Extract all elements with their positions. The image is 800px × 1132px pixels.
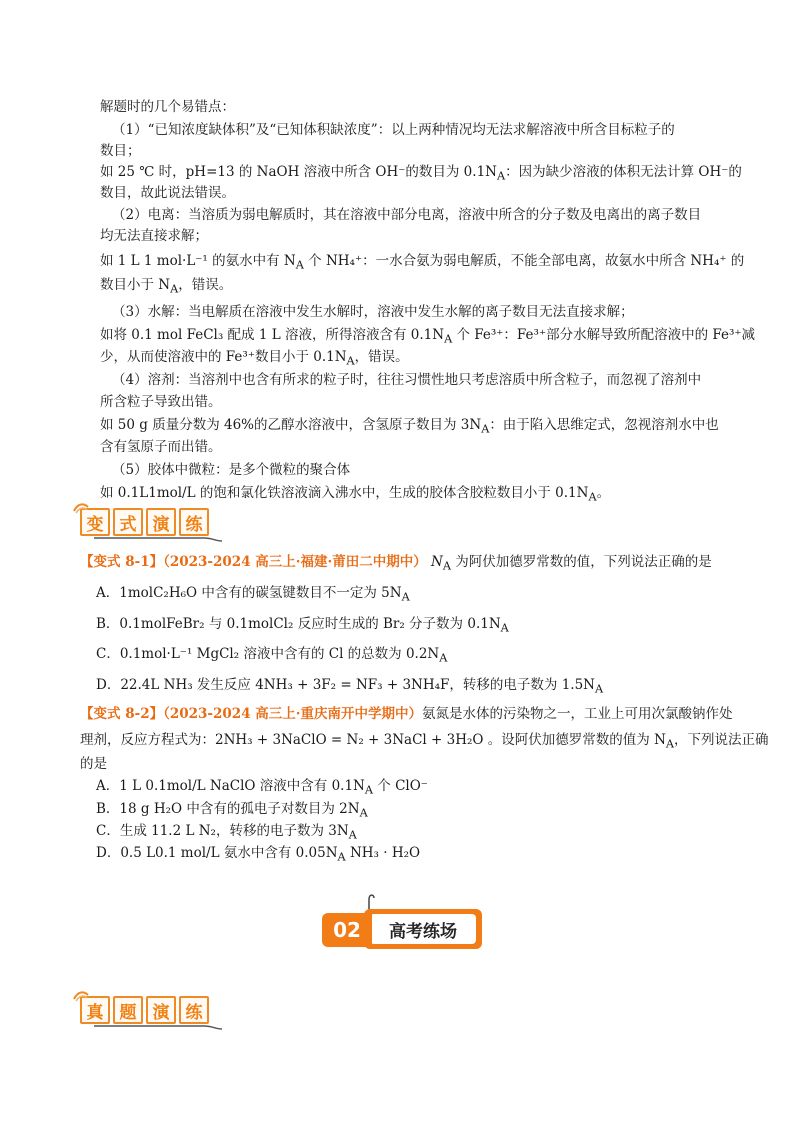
note-2-line-b: 均无法直接求解；	[100, 228, 208, 244]
example-1-line-b: 数目，故此说法错误。	[100, 185, 235, 201]
badge-char: 变	[80, 508, 110, 536]
example-1-line-a: 如 25 ℃ 时，pH=13 的 NaOH 溶液中所含 OH⁻的数目为 $0.1N_A$：因为缺少溶液的体积无法计算 OH⁻的	[100, 164, 742, 183]
question-8-2-option-a: A．1 L 0.1mol/L NaClO 溶液中含有 $0.1N_A$ 个 ClO⁻	[96, 778, 428, 797]
real-exam-badge	[80, 995, 209, 1025]
badge-char: 演	[146, 508, 176, 536]
practice-badge	[80, 507, 209, 537]
note-1-line-b: 数目；	[100, 143, 141, 159]
note-3: （3）水解：当电解质在溶液中发生水解时，溶液中发生水解的离子数目无法直接求解；	[112, 304, 634, 320]
note-2-line-a: （2）电离：当溶质为弱电解质时，其在溶液中部分电离，溶液中所含的分子数及电离出的离子数目	[112, 207, 702, 223]
badge-char: 练	[179, 508, 209, 536]
badge-char: 真	[80, 996, 110, 1024]
note-4-line-b: 所含粒子导致出错。	[100, 394, 222, 410]
example-4-line-a: 如 50 g 质量分数为 46%的乙醇水溶液中，含氢原子数目为 $3N_A$：由于陷入思维定式，忽视溶剂水中也	[100, 417, 719, 436]
question-8-2-stem-c: 的是	[80, 756, 107, 772]
notes-heading: 解题时的几个易错点：	[100, 99, 235, 115]
example-4-line-b: 含有氢原子而出错。	[100, 439, 222, 455]
section-number: 02	[322, 913, 372, 947]
note-4-line-a: （4）溶剂：当溶剂中也含有所求的粒子时，往往习惯性地只考虑溶质中所含粒子，而忽视了溶剂中	[112, 372, 702, 388]
question-8-2-stem-b: 理剂，反应方程式为：2NH₃ + 3NaClO = N₂ + 3NaCl + 3H₂O 。设阿伏加德罗常数的值为 $N_A$，下列说法正确	[80, 732, 769, 751]
note-1-line-a: （1）“已知浓度缺体积”及“已知体积缺浓度”：以上两种情况均无法求解溶液中所含目标粒子的	[112, 122, 675, 138]
badge-char: 式	[113, 508, 143, 536]
example-2-line-b: 数目小于 $N_A$，错误。	[100, 277, 233, 296]
section-title-frame	[364, 909, 482, 949]
question-8-1-stem: 【变式 8-1】（2023-2024 高三上·福建·莆田二中期中） $N_A$ 为阿伏加德罗常数的值，下列说法正确的是	[80, 554, 712, 573]
underline-stroke	[94, 535, 224, 543]
question-8-2-option-d: D．0.5 L0.1 mol/L 氨水中含有 $0.05N_A$ NH₃ · H₂O	[96, 845, 421, 864]
badge-char: 演	[146, 996, 176, 1024]
example-2-line-a: 如 1 L 1 mol·L⁻¹ 的氨水中有 $N_A$ 个 NH₄⁺：一水合氨为弱电解质，不能全部电离，故氨水中所含 NH₄⁺ 的	[100, 253, 745, 272]
swirl-icon	[72, 501, 90, 515]
badge-char: 题	[113, 996, 143, 1024]
example-3-line-a: 如将 0.1 mol FeCl₃ 配成 1 L 溶液，所得溶液含有 $0.1N_A$ 个 Fe³⁺：Fe³⁺部分水解导致所配溶液中的 Fe³⁺减	[100, 327, 756, 346]
swirl-icon	[72, 989, 90, 1003]
question-8-1-option-c: C．0.1mol·L⁻¹ MgCl₂ 溶液中含有的 Cl 的总数为 $0.2N_A$	[96, 646, 448, 665]
section-banner	[322, 905, 482, 953]
question-8-2-option-b: B．18 g H₂O 中含有的孤电子对数目为 $2N_A$	[96, 801, 368, 820]
badge-char: 练	[179, 996, 209, 1024]
question-8-2-stem-a: 【变式 8-2】（2023-2024 高三上·重庆南开中学期中）氨氮是水体的污染物之一，工业上可用次氯酸钠作处	[80, 706, 733, 722]
question-8-1-option-d: D．22.4L NH₃ 发生反应 4NH₃ + 3F₂ = NF₃ + 3NH₄F，转移的电子数为 $1.5N_A$	[96, 677, 604, 696]
underline-stroke	[94, 1023, 224, 1031]
question-8-1-option-b: B．0.1molFeBr₂ 与 0.1molCl₂ 反应时生成的 Br₂ 分子数为 $0.1N_A$	[96, 616, 509, 635]
note-5: （5）胶体中微粒：是多个微粒的聚合体	[112, 462, 351, 478]
example-5: 如 0.1L1mol/L 的饱和氯化铁溶液滴入沸水中，生成的胶体含胶粒数目小于 $0.1N_A$。	[100, 485, 611, 504]
section-title: 高考练场	[370, 914, 476, 944]
example-3-line-b: 少，从而使溶液中的 Fe³⁺数目小于 $0.1N_A$，错误。	[100, 349, 409, 368]
question-8-1-option-a: A．1molC₂H₆O 中含有的碳氢键数目不一定为 $5N_A$	[96, 585, 410, 604]
question-8-2-option-c: C．生成 11.2 L N₂，转移的电子数为 $3N_A$	[96, 823, 357, 842]
